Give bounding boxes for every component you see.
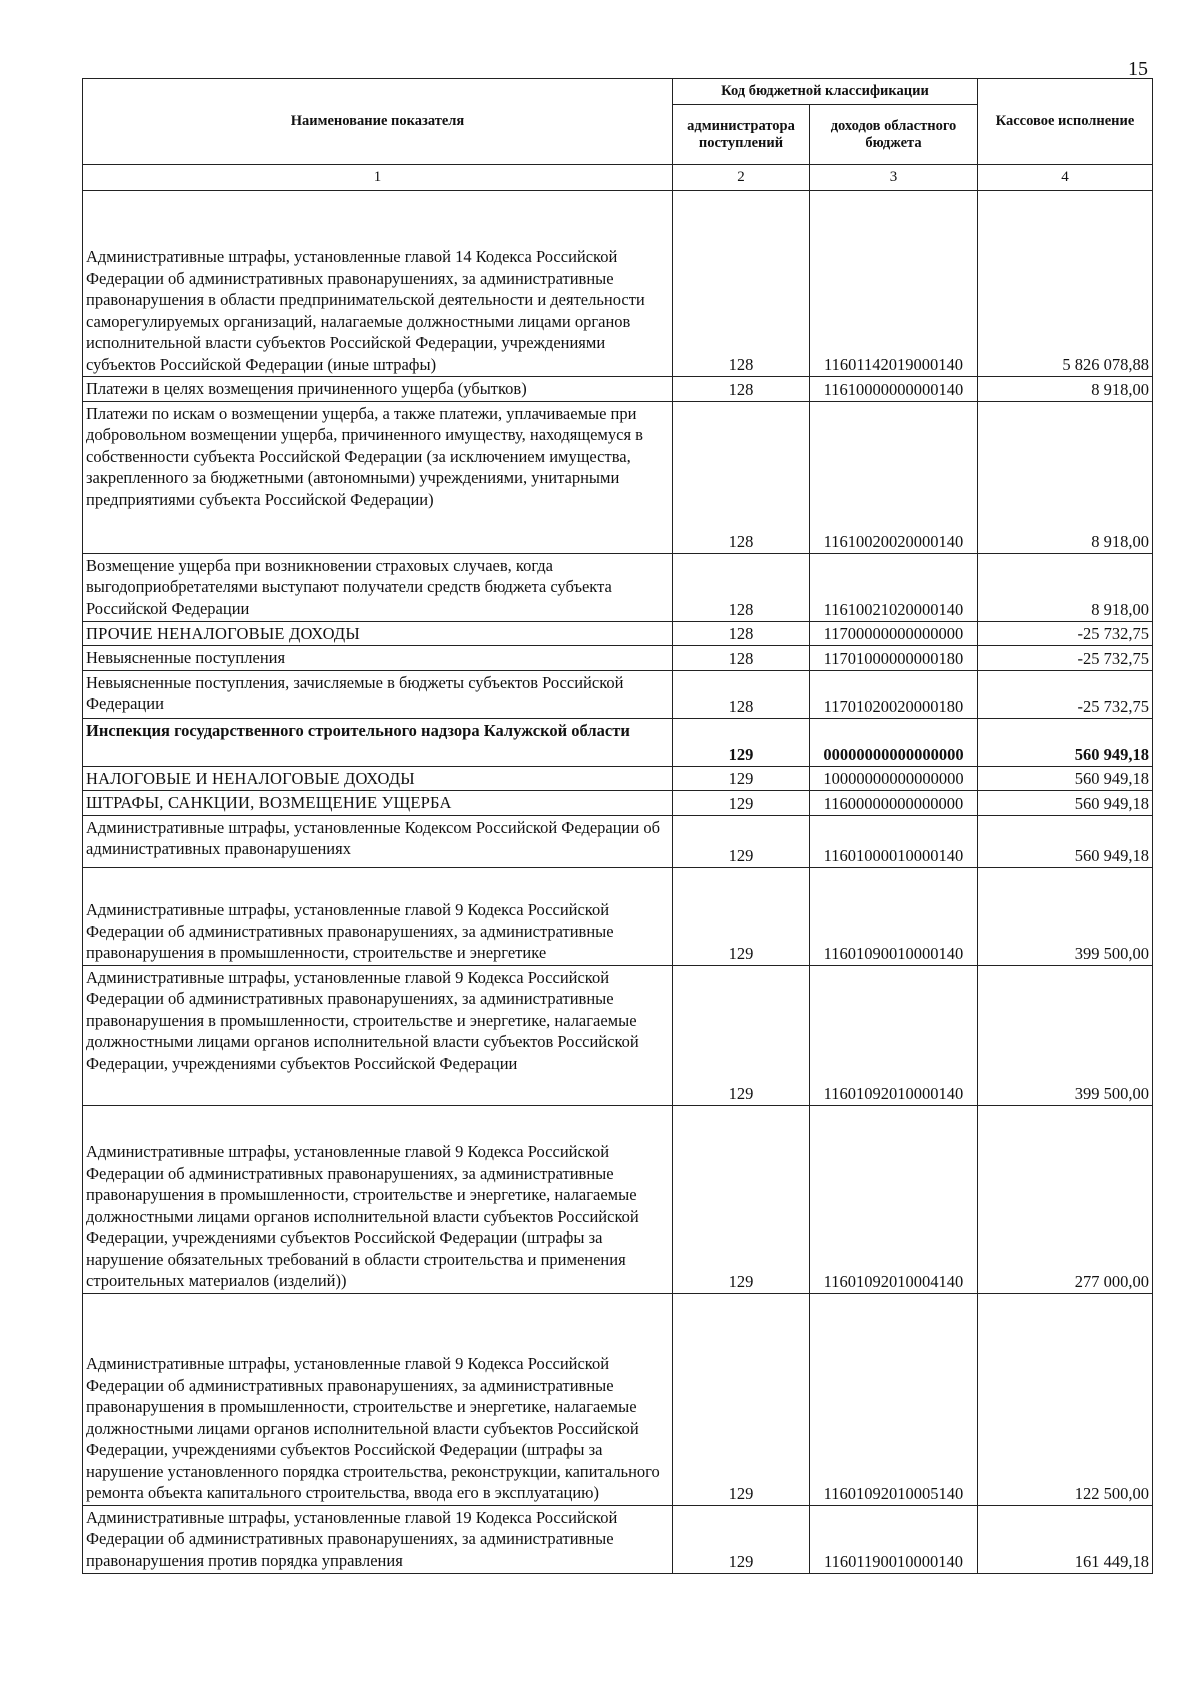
admin-code: 129	[673, 791, 810, 816]
execution-amount: 560 949,18	[978, 815, 1153, 867]
table-row	[83, 965, 1153, 1105]
admin-code: 129	[673, 965, 810, 1105]
admin-code: 129	[673, 1105, 810, 1293]
admin-code: 128	[673, 377, 810, 402]
column-number: 3	[810, 165, 978, 191]
admin-code: 129	[673, 718, 810, 766]
indicator-name: Возмещение ущерба при возникновении страховых случаев, когда выгодоприобретателями выступают получатели средств бюджета субъекта Российской Федерации	[83, 553, 673, 621]
admin-code: 128	[673, 646, 810, 671]
header-income-code: доходов областного бюджета	[810, 105, 978, 165]
table-row	[83, 191, 1153, 377]
indicator-name: Административные штрафы, установленные Кодексом Российской Федерации об административных правонарушениях	[83, 815, 673, 867]
execution-amount: 5 826 078,88	[978, 191, 1153, 377]
indicator-name: Административные штрафы, установленные главой 14 Кодекса Российской Федерации об административных правонарушениях, за административные правонарушения в области предпринимательской деятельности и деятельности саморегулируемых организаций, налагаемые должностными лицами органов исполнительной власти субъектов Российской Федерации, учреждениями субъектов Российской Федерации (иные штрафы)	[83, 191, 673, 377]
admin-code: 129	[673, 1293, 810, 1505]
table-row	[83, 867, 1153, 965]
indicator-name: Административные штрафы, установленные главой 19 Кодекса Российской Федерации об административных правонарушениях, за административные правонарушения против порядка управления	[83, 1505, 673, 1573]
income-code: 11610021020000140	[810, 553, 978, 621]
income-code: 00000000000000000	[810, 718, 978, 766]
execution-amount: 560 949,18	[978, 791, 1153, 816]
indicator-name: НАЛОГОВЫЕ И НЕНАЛОГОВЫЕ ДОХОДЫ	[83, 766, 673, 791]
income-code: 11701020020000180	[810, 670, 978, 718]
indicator-name: Невыясненные поступления	[83, 646, 673, 671]
indicator-name: Административные штрафы, установленные главой 9 Кодекса Российской Федерации об административных правонарушениях, за административные правонарушения в промышленности, строительстве и энергетике, налагаемые должностными лицами органов исполнительной власти субъектов Российской Федерации, учреждениями субъектов Российской Федерации (штрафы за нарушение обязательных требований в области строительства и применения строительных материалов (изделий))	[83, 1105, 673, 1293]
admin-code: 129	[673, 815, 810, 867]
indicator-name: Административные штрафы, установленные главой 9 Кодекса Российской Федерации об административных правонарушениях, за административные правонарушения в промышленности, строительстве и энергетике, налагаемые должностными лицами органов исполнительной власти субъектов Российской Федерации, учреждениями субъектов Российской Федерации	[83, 965, 673, 1105]
income-code: 11601142019000140	[810, 191, 978, 377]
indicator-name: Инспекция государственного строительного надзора Калужской области	[83, 718, 673, 766]
indicator-name: Платежи в целях возмещения причиненного ущерба (убытков)	[83, 377, 673, 402]
admin-code: 129	[673, 867, 810, 965]
income-code: 11601000010000140	[810, 815, 978, 867]
admin-code: 129	[673, 766, 810, 791]
indicator-name: Административные штрафы, установленные главой 9 Кодекса Российской Федерации об административных правонарушениях, за административные правонарушения в промышленности, строительстве и энергетике	[83, 867, 673, 965]
table-row	[83, 791, 1153, 816]
execution-amount: -25 732,75	[978, 646, 1153, 671]
header-budget-code: Код бюджетной классификации	[673, 79, 978, 105]
column-number: 2	[673, 165, 810, 191]
execution-amount: 161 449,18	[978, 1505, 1153, 1573]
execution-amount: 399 500,00	[978, 867, 1153, 965]
table-row	[83, 766, 1153, 791]
income-code: 11601190010000140	[810, 1505, 978, 1573]
admin-code: 128	[673, 191, 810, 377]
table-row	[83, 815, 1153, 867]
execution-amount: 560 949,18	[978, 718, 1153, 766]
indicator-name: Административные штрафы, установленные главой 9 Кодекса Российской Федерации об административных правонарушениях, за административные правонарушения в промышленности, строительстве и энергетике, налагаемые должностными лицами органов исполнительной власти субъектов Российской Федерации, учреждениями субъектов Российской Федерации (штрафы за нарушение установленного порядка строительства, реконструкции, капитального ремонта объекта капитального строительства, ввода его в эксплуатацию)	[83, 1293, 673, 1505]
execution-amount: -25 732,75	[978, 621, 1153, 646]
execution-amount: -25 732,75	[978, 670, 1153, 718]
income-code: 11701000000000180	[810, 646, 978, 671]
income-code: 11700000000000000	[810, 621, 978, 646]
income-code: 11601092010005140	[810, 1293, 978, 1505]
income-code: 11601092010004140	[810, 1105, 978, 1293]
page-number: 15	[1128, 58, 1148, 80]
income-code: 11600000000000000	[810, 791, 978, 816]
admin-code: 129	[673, 1505, 810, 1573]
table-row	[83, 646, 1153, 671]
budget-execution-table	[82, 78, 1153, 1574]
execution-amount: 560 949,18	[978, 766, 1153, 791]
table-row	[83, 1293, 1153, 1505]
table-row	[83, 553, 1153, 621]
indicator-name: Платежи по искам о возмещении ущерба, а также платежи, уплачиваемые при добровольном возмещении ущерба, причиненного имуществу, находящемуся в собственности субъекта Российской Федерации (за исключением имущества, закрепленного за бюджетными (автономными) учреждениями, унитарными предприятиями субъекта Российской Федерации)	[83, 401, 673, 553]
admin-code: 128	[673, 553, 810, 621]
table-row	[83, 670, 1153, 718]
table-row	[83, 1505, 1153, 1573]
column-number: 1	[83, 165, 673, 191]
admin-code: 128	[673, 670, 810, 718]
header-indicator-name: Наименование показателя	[83, 79, 673, 165]
execution-amount: 8 918,00	[978, 377, 1153, 402]
execution-amount: 277 000,00	[978, 1105, 1153, 1293]
table-row	[83, 377, 1153, 402]
execution-amount: 8 918,00	[978, 553, 1153, 621]
income-code: 11601090010000140	[810, 867, 978, 965]
table-row	[83, 1105, 1153, 1293]
execution-amount: 399 500,00	[978, 965, 1153, 1105]
indicator-name: Невыясненные поступления, зачисляемые в бюджеты субъектов Российской Федерации	[83, 670, 673, 718]
table-row	[83, 401, 1153, 553]
table-row	[83, 718, 1153, 766]
indicator-name: ШТРАФЫ, САНКЦИИ, ВОЗМЕЩЕНИЕ УЩЕРБА	[83, 791, 673, 816]
income-code: 11610020020000140	[810, 401, 978, 553]
income-code: 10000000000000000	[810, 766, 978, 791]
income-code: 11601092010000140	[810, 965, 978, 1105]
execution-amount: 8 918,00	[978, 401, 1153, 553]
income-code: 11610000000000140	[810, 377, 978, 402]
column-number: 4	[978, 165, 1153, 191]
admin-code: 128	[673, 621, 810, 646]
admin-code: 128	[673, 401, 810, 553]
header-cash-execution: Кассовое исполнение	[978, 79, 1153, 165]
header-admin-code: администратора поступлений	[673, 105, 810, 165]
table-row	[83, 621, 1153, 646]
indicator-name: ПРОЧИЕ НЕНАЛОГОВЫЕ ДОХОДЫ	[83, 621, 673, 646]
execution-amount: 122 500,00	[978, 1293, 1153, 1505]
